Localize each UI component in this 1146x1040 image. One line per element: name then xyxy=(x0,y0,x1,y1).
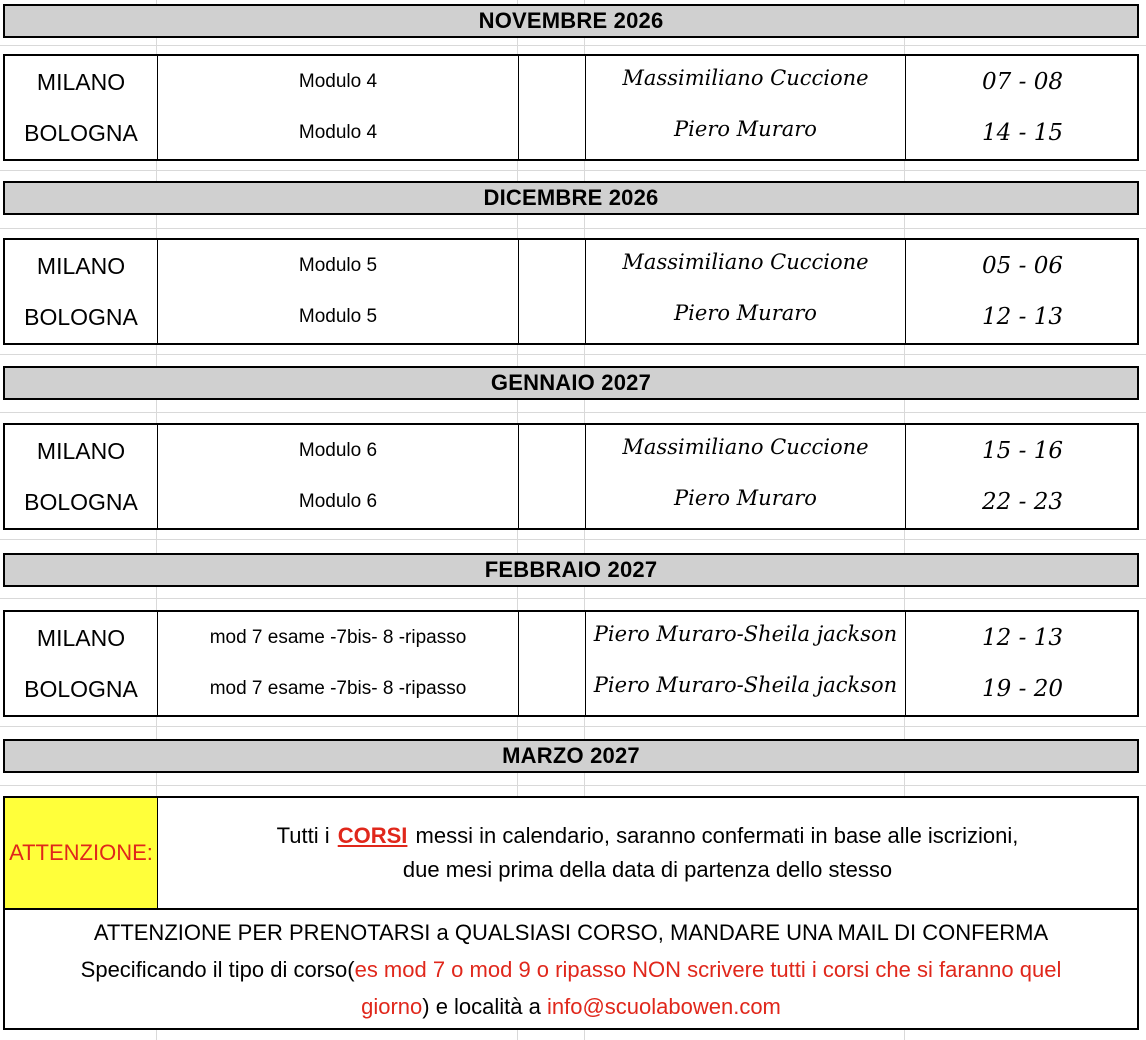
notice-box xyxy=(3,796,1139,910)
city-cell: BOLOGNA xyxy=(5,291,158,343)
city-cell: BOLOGNA xyxy=(5,107,158,159)
dates-cell: 14 - 15 xyxy=(982,120,1063,146)
booking-text-part: ) e località a xyxy=(422,993,547,1019)
grid-line xyxy=(0,539,1146,540)
schedule-row xyxy=(3,476,1139,530)
grid-line xyxy=(0,726,1146,727)
teacher-cell: Massimiliano Cuccione xyxy=(586,425,906,477)
grid-line xyxy=(0,170,1146,171)
email-link[interactable]: info@scuolabowen.com xyxy=(546,993,781,1019)
schedule-row xyxy=(3,107,1139,161)
schedule-row xyxy=(3,238,1139,292)
module-cell: Modulo 5 xyxy=(158,240,519,292)
city-cell: BOLOGNA xyxy=(5,663,158,715)
city-cell: MILANO xyxy=(5,425,158,477)
schedule-row xyxy=(3,423,1139,477)
grid-line xyxy=(0,412,1146,413)
schedule-row xyxy=(3,663,1139,717)
grid-line xyxy=(0,785,1146,786)
dates-cell: 19 - 20 xyxy=(982,676,1063,702)
booking-line-3 xyxy=(361,988,781,1025)
empty-cell xyxy=(519,240,586,292)
dates-cell: 12 - 13 xyxy=(982,625,1063,651)
dates-cell: 12 - 13 xyxy=(982,304,1063,330)
teacher-cell: Piero Muraro-Sheila jackson xyxy=(586,612,906,664)
notice-line-2: due mesi prima della data di partenza dello stesso xyxy=(402,857,893,882)
empty-cell xyxy=(519,476,586,528)
grid-line xyxy=(0,228,1146,229)
dates-cell: 15 - 16 xyxy=(982,438,1063,464)
teacher-cell: Massimiliano Cuccione xyxy=(586,56,906,108)
module-cell: Modulo 6 xyxy=(158,425,519,477)
city-cell: MILANO xyxy=(5,240,158,292)
month-header: NOVEMBRE 2026 xyxy=(3,4,1139,38)
notice-text-part: Tutti i xyxy=(276,823,330,848)
schedule-row xyxy=(3,291,1139,345)
grid-line xyxy=(0,45,1146,46)
schedule-row xyxy=(3,610,1139,664)
module-cell: Modulo 4 xyxy=(158,56,519,108)
module-cell: mod 7 esame -7bis- 8 -ripasso xyxy=(158,663,519,715)
teacher-cell: Piero Muraro-Sheila jackson xyxy=(586,663,906,715)
booking-red-text: giorno xyxy=(361,993,423,1019)
month-header: DICEMBRE 2026 xyxy=(3,181,1139,215)
teacher-cell: Piero Muraro xyxy=(586,291,906,343)
empty-cell xyxy=(519,612,586,664)
module-cell: Modulo 5 xyxy=(158,291,519,343)
booking-line-2 xyxy=(81,951,1062,988)
teacher-cell: Piero Muraro xyxy=(586,107,906,159)
city-cell: MILANO xyxy=(5,56,158,108)
booking-line-1: ATTENZIONE PER PRENOTARSI a QUALSIASI CORSO, MANDARE UNA MAIL DI CONFERMA xyxy=(93,919,1049,945)
month-header: FEBBRAIO 2027 xyxy=(3,553,1139,587)
empty-cell xyxy=(519,107,586,159)
month-header: MARZO 2027 xyxy=(3,739,1139,773)
module-cell: Modulo 6 xyxy=(158,476,519,528)
empty-cell xyxy=(519,291,586,343)
booking-instructions xyxy=(3,910,1139,1030)
empty-cell xyxy=(519,56,586,108)
schedule-row xyxy=(3,54,1139,108)
empty-cell xyxy=(519,425,586,477)
city-cell: BOLOGNA xyxy=(5,476,158,528)
city-cell: MILANO xyxy=(5,612,158,664)
booking-red-text: es mod 7 o mod 9 o ripasso NON scrivere tutti i corsi che si faranno quel xyxy=(354,956,1062,982)
teacher-cell: Piero Muraro xyxy=(586,476,906,528)
notice-text-part: messi in calendario, saranno confermati in base alle iscrizioni, xyxy=(415,823,1019,848)
notice-line-1 xyxy=(277,819,1019,853)
grid-line xyxy=(0,354,1146,355)
module-cell: mod 7 esame -7bis- 8 -ripasso xyxy=(158,612,519,664)
grid-line xyxy=(0,598,1146,599)
empty-cell xyxy=(519,663,586,715)
module-cell: Modulo 4 xyxy=(158,107,519,159)
notice-label: ATTENZIONE: xyxy=(5,798,158,908)
dates-cell: 22 - 23 xyxy=(982,489,1063,515)
booking-text-part: Specificando il tipo di corso( xyxy=(80,956,355,982)
dates-cell: 07 - 08 xyxy=(982,69,1063,95)
month-header: GENNAIO 2027 xyxy=(3,366,1139,400)
corsi-highlight: CORSI xyxy=(337,823,408,848)
notice-text xyxy=(158,798,1137,908)
teacher-cell: Massimiliano Cuccione xyxy=(586,240,906,292)
dates-cell: 05 - 06 xyxy=(982,253,1063,279)
